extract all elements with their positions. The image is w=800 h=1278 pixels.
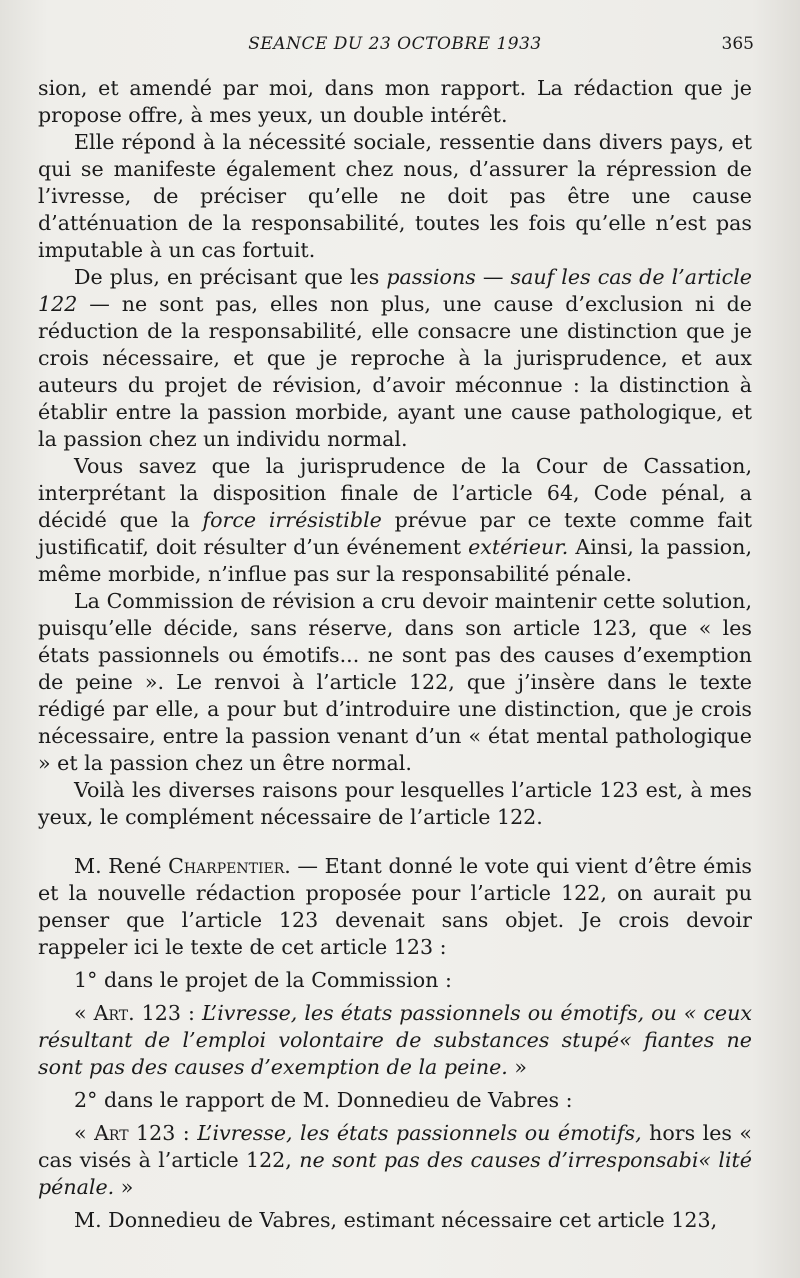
paragraph-conclusion: Voilà les diverses raisons pour lesquelles l’article 123 est, à mes yeux, le complément nécessaire de l’article 122. [38, 778, 752, 829]
text-run: . — Etant donné le vote qui vient d’être émis et la nouvelle rédaction proposée pour l’article 122, on aurait pu penser que l’article 123 devenait sans objet. Je crois devoir rappeler ici le texte de cet article 123 : [38, 854, 752, 959]
text-run: 123 : [128, 1121, 198, 1145]
quote-report-article-123 [38, 1120, 752, 1201]
list-item-2: 2° dans le rapport de M. Donnedieu de Vabres : [74, 1088, 573, 1112]
page-number: 365 [721, 34, 754, 54]
text-run: prévue par ce texte comme fait justificatif, doit résulter d’un événement [38, 508, 752, 559]
speaker-name: Charpentier [168, 854, 285, 878]
text-run: . 123 : [128, 1001, 202, 1025]
list-item-1: 1° dans le projet de la Commission : [74, 968, 452, 992]
article-label: Art [94, 1121, 129, 1145]
text-run: » [507, 1055, 527, 1079]
text-run: Vous savez que la jurisprudence de la Cour de Cassation, interprétant la disposition finale de l’article 64, Code pénal, a décidé que la [38, 454, 752, 532]
text-run: hors les « cas visés à l’article 122, [38, 1121, 753, 1172]
text-run: De plus, en précisant que les [74, 265, 387, 289]
paragraph-commission: La Commission de révision a cru devoir maintenir cette solution, puisqu’elle décide, sans réserve, dans son article 123, que « les états passionnels ou émotifs... ne sont pas des causes d’exemption de peine ». Le renvoi à l’article 122, que j’insère dans le texte rédigé par elle, a pour but d’introduire une distinction, que je crois nécessaire, entre la passion venant d’un « état mental pathologique » et la passion chez un être normal. [38, 589, 752, 775]
quoted-text: L’ivresse, les états passionnels ou émotifs, ou « ceux résultant de l’emploi volontaire de substances stupé« fiantes ne sont pas des causes d’exemption de la peine. [38, 1001, 752, 1079]
text-run: — ne sont pas, elles non plus, une cause d’exclusion ni de réduction de la responsabilité, elle consacre une distinction que je crois nécessaire, et que je reproche à la jurisprudence, et aux auteurs du projet de révision, d’avoir méconnue : la distinction à établir entre la passion morbide, ayant une cause pathologique, et la passion chez un individu normal. [38, 292, 752, 451]
paragraph-passions [38, 264, 752, 453]
emphasis-article-122: sauf les cas de l’article 122 [38, 265, 752, 316]
paragraph-donnedieu: M. Donnedieu de Vabres, estimant nécessaire cet article 123, [74, 1208, 718, 1232]
paragraph-jurisprudence [38, 453, 752, 588]
text-run: — [475, 265, 511, 289]
paragraph-charpentier [38, 853, 752, 961]
paragraph-social-necessity: Elle répond à la nécessité sociale, ressentie dans divers pays, et qui se manifeste également chez nous, d’assurer la répression de l’ivresse, de préciser qu’elle ne doit pas être une cause d’atténuation de la responsabilité, toutes les fois qu’elle n’est pas imputable à un cas fortuit. [38, 130, 752, 262]
emphasis-force-irresistible: force irrésistible [202, 508, 382, 532]
quote-commission-article-123 [38, 1000, 752, 1081]
body-text [38, 75, 752, 1234]
emphasis-exterieur: extérieur. [468, 535, 569, 559]
running-title: SEANCE DU 23 OCTOBRE 1933 [248, 34, 542, 54]
text-run: « [74, 1001, 94, 1025]
text-run: » [114, 1175, 134, 1199]
emphasis-passions: passions [386, 265, 476, 289]
quoted-text: ne sont pas des causes d’irresponsabi« lité pénale. [38, 1148, 752, 1199]
text-run: « [74, 1121, 95, 1145]
quoted-text: L’ivresse, les états passionnels ou émotifs, [197, 1121, 642, 1145]
page-header [36, 30, 754, 60]
text-run: Ainsi, la passion, même morbide, n’influe pas sur la responsabilité pénale. [38, 535, 752, 586]
article-label: Art [93, 1001, 129, 1025]
text-run: M. René [74, 854, 169, 878]
paragraph-continuation: sion, et amendé par moi, dans mon rapport. La rédaction que je propose offre, à mes yeux, un double intérêt. [38, 76, 752, 127]
